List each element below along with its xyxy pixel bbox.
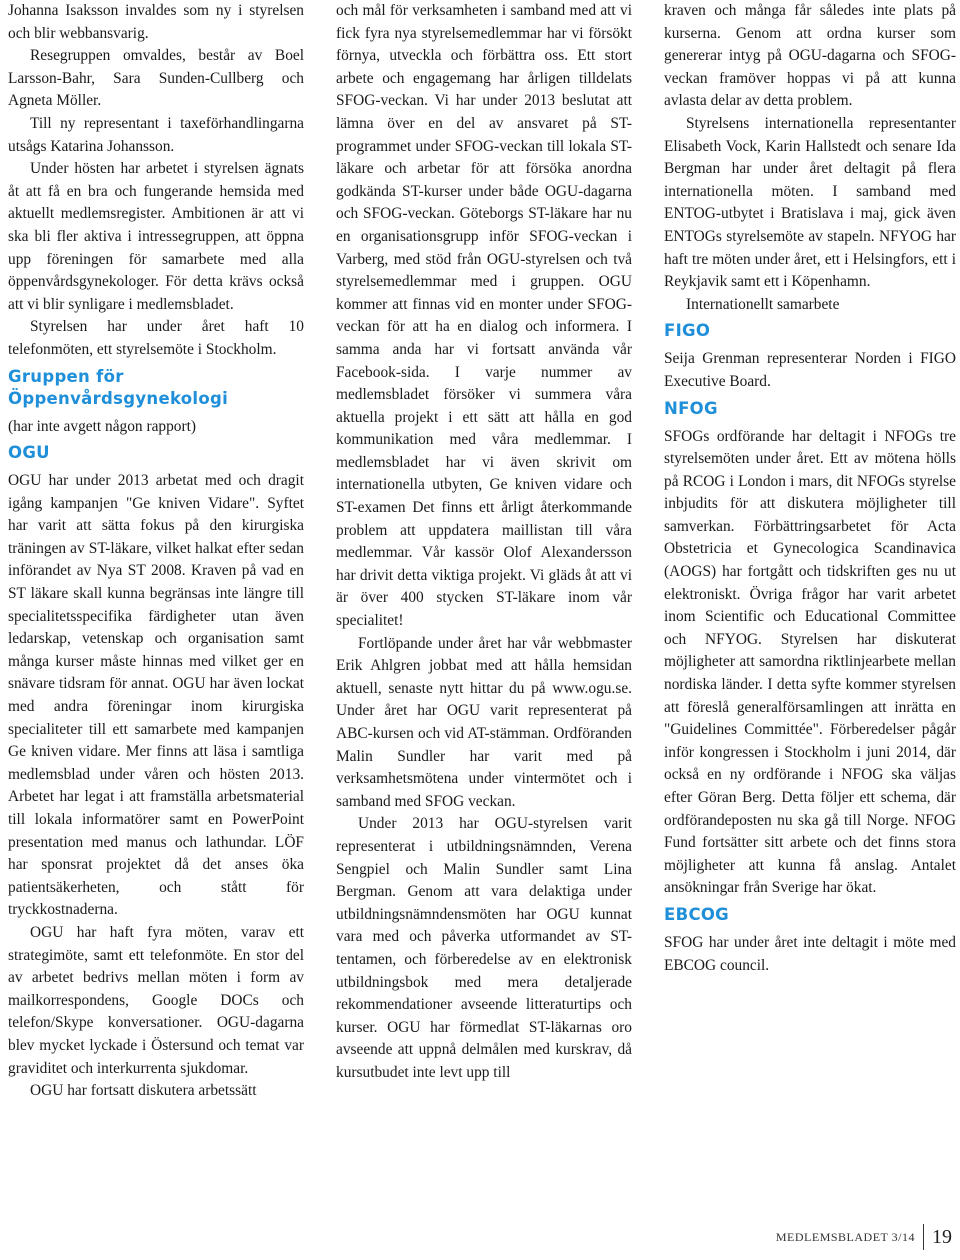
paragraph: Internationellt samarbete [686,295,840,313]
section-heading-oppenvardsgynekologi: Gruppen för Öppenvårdsgynekologi [8,366,229,408]
paragraph: Till ny representant i taxeförhandlingarna utsågs Katarina Johansson. [8,114,304,155]
paragraph: OGU har under 2013 arbetat med och dragit igång kampanjen "Ge kniven Vidare". Syftet har varit att sätta fokus på den kirurgiska träningen av ST-läkare, vilket halkat efter sedan införandet av Nya ST 2008. Kraven på vad en ST läkare skall kunna begränsas inte längre till specialitetsspecifika färdigheter utan även ledarskap, vetenskap och organisation samt många kurser måste hinnas med vilket ger en snävare tidsram för annat. OGU har även lockat med andra föreningar inom kirurgiska specialiteter till ett samarbete med kampanjen Ge kniven vidare. Mer finns att läsa i samtliga medlemsblad under våren och hösten 2013. Arbetet har legat i att framställa arbetsmaterial till lokala informatörer samt en PowerPoint presentation med manus och lathundar. LÖF har sponsrat projektet då det anses öka patientsäkerheten, och stått för tryckkostnaderna. [8,472,304,919]
paragraph: Seija Grenman representerar Norden i FIGO Executive Board. [664,350,956,390]
paragraph: Fortlöpande under året har vår webbmaster Erik Ahlgren jobbat med att hålla hemsidan aktuell, senaste nytt hittar du på www.ogu.se. Under året har OGU varit representerat på ABC-kursen och vid AT-stämman. Ordföranden Malin Sundler har varit med på verksamhetsmötena under vintermötet och i samband med SFOG veckan. [336,634,632,810]
section-heading-ogu: OGU [8,443,50,463]
section-heading-ebcog: EBCOG [664,904,730,924]
paragraph: Under hösten har arbetet i styrelsen ägnats åt att få en bra och fungerande hemsida med aktuellt medlemsregister. Ambitionen är att vi ska bli fler aktiva i intressegruppen, att öppna upp föreningen för samarbete med alla öppenvårdsgynekologer. För detta krävs också att vi blir synligare i medlemsbladet. [8,160,304,313]
paragraph: OGU har fortsatt diskutera arbetssätt [30,1082,257,1100]
paragraph: Styrelsen har under året haft 10 telefonmöten, ett styrelsemöte i Stockholm. [8,318,304,358]
column-3 [664,0,956,1205]
paragraph: SFOGs ordförande har deltagit i NFOGs tre styrelsemöten under året. Ett av mötena hölls på RCOG i London i mars, dit NFOGs styrelse inbjudits för att diskutera möjligheter till samverkan. Förbättringsarbetet för Acta Obstetricia et Gynecologica Scandinavica (AOGS) har fortgått och tidskriften ges nu ut elektroniskt. Övriga frågor har varit arbetet inom Scientific och Educational Committee och NFYOG. Styrelsen har diskuterat möjligheter att samordna riktlinjearbete mellan nordiska länder. I detta syfte kommer styrelsen att föreslå generalförsamlingen att inrätta en "Guidelines Committée". Förberedelser pågår inför kongressen i Stockholm i juni 2014, där också en ny ordförande i NFOG ska väljas efter Göran Berg. Detta följer ett schema, där ordförandeposten nu ska gå till Norge. NFOG Fund fortsätter sitt arbete och det finns stora möjligheter att kunna få anslag. Antalet ansökningar från Sverige har ökat. [664,427,956,897]
page-number: 19 [932,1225,952,1248]
column-1 [8,0,304,1205]
section-heading-figo: FIGO [664,321,711,341]
paragraph: och mål för verksamheten i samband med att vi fick fyra nya styrelsemedlemmar har vi försökt förnya, utveckla och förbättra oss. Ett stort arbete och engagemang har årligen tilldelats SFOG-veckan. Vi har under 2013 beslutat att lämna över en del av ansvaret på ST-programmet under SFOG-veckan till lokala ST-läkare och arbetar för att försöka anordna godkända ST-kurser under både OGU-dagarna och SFOG-veckan. Göteborgs ST-läkare har nu en organisationsgrupp inför SFOG-veckan i Varberg, med stöd från OGU-styrelsen och två styrelsemedlemmar med i gruppen. OGU kommer att finnas vid en monter under SFOG-veckan för att ha en dialog och informera. I samma anda har vi fortsatt använda vår Facebook-sida. I varje nummer av medlemsbladet försöker vi summera våra aktuella projekt i ett sätt att hålla en god kommunikation med våra medlemmar. I medlemsbladet har vi även skrivit om internationella utbyten, Ge kniven vidare och ST-examen Det finns ett årligt återkommande problem att uppdatera maillistan till våra medlemmar. Vår kassör Olof Alexandersson har drivit detta viktiga projekt. Vi gläds åt att vi är över 400 stycken ST-läkare inom vår specialitet! [336,2,632,630]
paragraph: kraven och många får således inte plats på kurserna. Genom att ordna kurser som genererar intyg på OGU-dagarna och SFOG-veckan framöver hoppas vi på att kunna avlasta delar av detta problem. [664,2,956,110]
paragraph: Johanna Isaksson invaldes som ny i styrelsen och blir webbansvarig. [8,2,304,42]
paragraph: Resegruppen omvaldes, består av Boel Larsson-Bahr, Sara Sunden-Cullberg och Agneta Möller. [8,47,304,110]
paragraph: Styrelsens internationella representanter Elisabeth Vock, Karin Hallstedt och senare Ida Bergman har under året deltagit på flera internationella möten. I samband med ENTOG-utbytet i Bratislava i maj, gick även ENTOGs styrelsemöte av stapeln. NFYOG har haft tre möten under året, ett i Helsingfors, ett i Reykjavik samt ett i Köpenhamn. [664,114,956,291]
paragraph: OGU har haft fyra möten, varav ett strategimöte, samt ett telefonmöte. En stor del av arbetet bedrivs mellan möten i form av mailkorrespondens, Google DOCs och telefon/Skype konversationer. OGU-dagarna blev mycket lyckade i Östersund och temat var graviditet och interkurrenta sjukdomar. [8,923,304,1077]
magazine-name: MEDLEMSBLADET 3/14 [775,1229,915,1244]
paragraph: (har inte avgett någon rapport) [8,417,197,435]
column-2 [336,0,632,1205]
paragraph: SFOG har under året inte deltagit i möte med EBCOG council. [664,933,956,974]
section-heading-nfog: NFOG [664,398,718,418]
page-footer [776,1224,952,1250]
paragraph: Under 2013 har OGU-styrelsen varit representerat i utbildningsnämnden, Verena Sengpiel och Malin Sundler samt Lina Bergman. Genom att vara delaktiga under utbildningsnämndensmöten har OGU kunnat vara med och påverka utformandet av ST-tentamen, och förberedelse av en elektronisk utbildningsbok med mera detaljerade rekommendationer avseende litteraturtips och kurser. OGU har förmedlat ST-läkarnas oro avseende att uppnå delmålen med kurskrav, då kursutbudet inte levt upp till [336,815,632,1081]
